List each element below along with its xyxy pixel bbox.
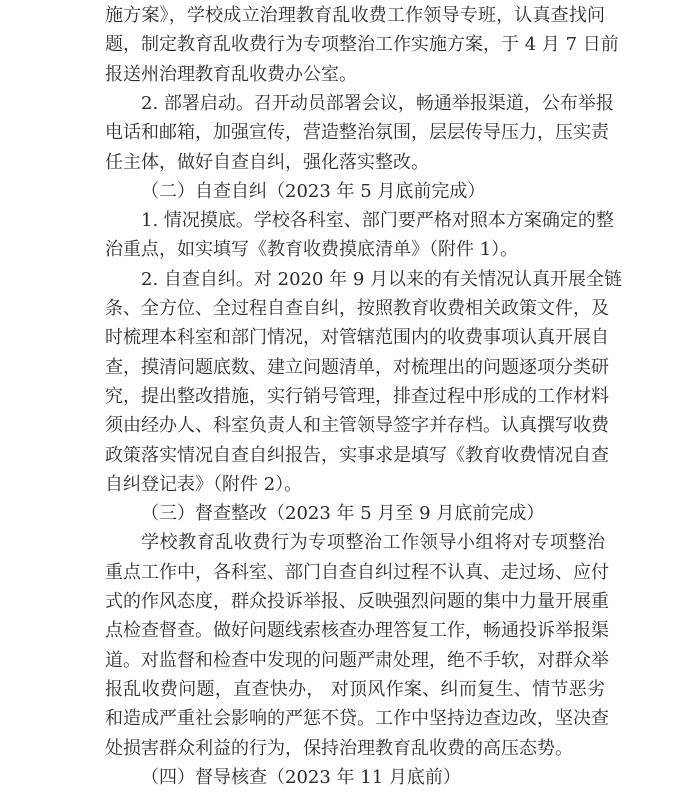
paragraph-line: 政策落实情况自查自纠报告，实事求是填写《教育收费情况自查 bbox=[105, 445, 609, 466]
paragraph-line: 究，提出整改措施，实行销号管理，排查过程中形成的工作材料 bbox=[105, 386, 609, 407]
section-heading: （二）自查自纠（2023 年 5 月底前完成） bbox=[141, 181, 486, 202]
section-heading: （四）督导核查（2023 年 11 月底前） bbox=[141, 767, 461, 788]
paragraph-line: 重点工作中，各科室、部门自查自纠过程不认真、走过场、应付 bbox=[105, 562, 609, 583]
paragraph-line: 1. 情况摸底。学校各科室、部门要严格对照本方案确定的整 bbox=[141, 210, 614, 231]
paragraph-line: 查，摸清问题底数、建立问题清单，对梳理出的问题逐项分类研 bbox=[105, 357, 609, 378]
paragraph-line: 点检查督查。做好问题线索核查办理答复工作，畅通投诉举报渠 bbox=[105, 620, 609, 641]
paragraph-line: 题，制定教育乱收费行为专项整治工作实施方案，于 4 月 7 日前 bbox=[105, 34, 619, 55]
paragraph-line: 式的作风态度，群众投诉举报、反映强烈问题的集中力量开展重 bbox=[105, 591, 609, 612]
paragraph-line: 和造成严重社会影响的严惩不贷。工作中坚持边查边改，坚决查 bbox=[105, 708, 609, 729]
paragraph-line: 须由经办人、科室负责人和主管领导签字并存档。认真撰写收费 bbox=[105, 415, 609, 436]
paragraph-line: 任主体，做好自查自纠，强化落实整改。 bbox=[105, 152, 429, 173]
paragraph-line: 报乱收费问题，直查快办， 对顶风作案、纠而复生、情节恶劣 bbox=[105, 679, 605, 700]
paragraph-line: 报送州治理教育乱收费办公室。 bbox=[105, 64, 357, 85]
paragraph-line: 电话和邮箱，加强宣传，营造整治氛围，层层传导压力，压实责 bbox=[105, 122, 609, 143]
paragraph-line: 学校教育乱收费行为专项整治工作领导小组将对专项整治 bbox=[141, 532, 605, 553]
paragraph-line: 2. 部署启动。召开动员部署会议，畅通举报渠道，公布举报 bbox=[141, 93, 614, 114]
paragraph-line: 治重点，如实填写《教育收费摸底清单》（附件 1）。 bbox=[105, 239, 519, 260]
paragraph-line: 时梳理本科室和部门情况，对管辖范围内的收费事项认真开展自 bbox=[105, 327, 609, 348]
paragraph-line: 道。对监督和检查中发现的问题严肃处理，绝不手软，对群众举 bbox=[105, 650, 609, 671]
paragraph-line: 2. 自查自纠。对 2020 年 9 月以来的有关情况认真开展全链 bbox=[141, 269, 623, 290]
paragraph-line: 处损害群众利益的行为，保持治理教育乱收费的高压态势。 bbox=[105, 738, 573, 759]
paragraph-line: 自纠登记表》（附件 2）。 bbox=[105, 474, 303, 495]
paragraph-line: 条、全方位、全过程自查自纠，按照教育收费相关政策文件，及 bbox=[105, 298, 609, 319]
paragraph-line: 施方案》，学校成立治理教育乱收费工作领导专班，认真查找问 bbox=[105, 5, 605, 26]
section-heading: （三）督查整改（2023 年 5 月至 9 月底前完成） bbox=[141, 503, 545, 524]
